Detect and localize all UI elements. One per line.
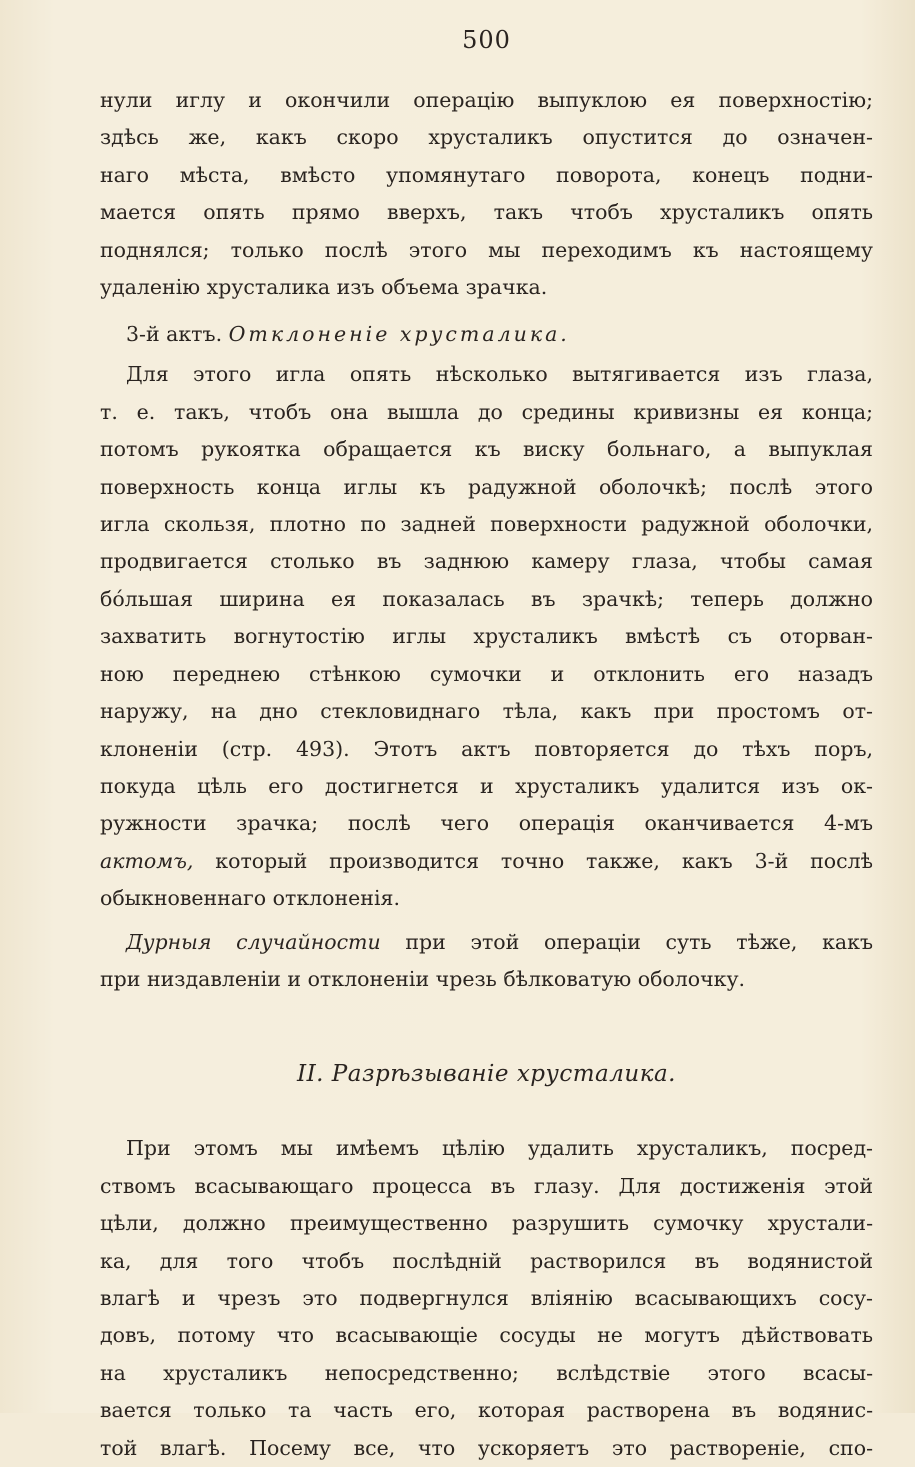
text-line: захватить вогнутостію иглы хрусталикъ вмѣстѣ съ оторван-: [100, 624, 873, 649]
page-number: 500: [462, 26, 511, 54]
text-line: покуда цѣль его достигнется и хрусталикъ удалится изъ ок-: [100, 773, 873, 798]
text-line: наго мѣста, вмѣсто упомянутаго поворота, конецъ подни-: [100, 162, 873, 187]
text-line: ствомъ всасывающаго процесса въ глазу. Для достиженія этой: [100, 1173, 873, 1198]
text-line: [100, 924, 873, 961]
text-line: ка, для того чтобъ послѣдній растворился въ водянистой: [100, 1248, 873, 1273]
text-line: поднялся; только послѣ этого мы переходимъ къ настоящему: [100, 237, 873, 262]
text-line: вается только та часть его, которая растворена въ водянис-: [100, 1398, 873, 1423]
section-heading: II. Разрѣзываніе хрусталика.: [296, 1061, 676, 1088]
paragraph-act-3: [100, 356, 873, 917]
text-line: [100, 843, 873, 880]
paragraph-section-2: [100, 1130, 873, 1467]
act-3-heading: [100, 314, 873, 354]
italic-term: актомъ,: [100, 848, 194, 873]
act-3-title: Отклоненіе хрусталика.: [228, 322, 570, 347]
text-line: мается опять прямо вверхъ, такъ чтобъ хрусталикъ опять: [100, 200, 873, 225]
text-line: продвигается столько въ заднюю камеру глаза, чтобы самая: [100, 549, 873, 574]
text-line: обыкновеннаго отклоненія.: [100, 886, 400, 911]
text-line: ружности зрачка; послѣ чего операція оканчивается 4-мъ: [100, 811, 873, 836]
text-line: поверхность конца иглы къ радужной оболочкѣ; послѣ этого: [100, 474, 873, 499]
text-line: потомъ рукоятка обращается къ виску больнаго, а выпуклая: [100, 437, 873, 462]
text-line: игла скользя, плотно по задней поверхности радужной оболочки,: [100, 512, 873, 537]
text-line: нули иглу и окончили операцію выпуклою ея поверхностію;: [100, 88, 873, 112]
text-line: ною переднею стѣнкою сумочки и отклонить его назадъ: [100, 661, 873, 686]
text-line: удаленію хрусталика изъ объема зрачка.: [100, 275, 548, 300]
act-3-label: 3-й актъ.: [126, 322, 223, 347]
text-line: При этомъ мы имѣемъ цѣлію удалить хрусталикъ, посред-: [126, 1136, 873, 1161]
text-line: бóльшая ширина ея показалась въ зрачкѣ; теперь должно: [100, 586, 873, 611]
text-line: довъ, потому что всасывающіе сосуды не могутъ дѣйствовать: [100, 1323, 873, 1348]
text-fragment: который производится точно также, какъ 3-й послѣ: [193, 848, 873, 873]
text-line: клоненіи (стр. 493). Этотъ актъ повторяется до тѣхъ поръ,: [100, 736, 873, 761]
text-line: той влагѣ. Посему все, что ускоряетъ это раствореніе, спо-: [100, 1435, 873, 1460]
paragraph-continuation: [100, 82, 873, 306]
paragraph-complications: [100, 924, 873, 999]
text-line: на хрусталикъ непосредственно; вслѣдствіе этого всасы-: [100, 1360, 873, 1385]
text-line: Для этого игла опять нѣсколько вытягивается изъ глаза,: [126, 362, 873, 387]
text-fragment: при этой операціи суть тѣже, какъ: [380, 929, 874, 954]
text-line: здѣсь же, какъ скоро хрусталикъ опустится до означен-: [100, 125, 873, 150]
text-line: наружу, на дно стекловиднаго тѣла, какъ при простомъ от-: [100, 699, 873, 724]
italic-term: Дурныя случайности: [126, 929, 381, 954]
text-line: при низдавленіи и отклоненіи чрезь бѣлковатую оболочку.: [100, 966, 746, 991]
text-line: т. е. такъ, чтобъ она вышла до средины кривизны ея конца;: [100, 399, 873, 424]
text-line: цѣли, должно преимущественно разрушить сумочку хрустали-: [100, 1211, 873, 1236]
text-line: влагѣ и чрезъ это подвергнулся вліянію всасывающихъ сосу-: [100, 1285, 873, 1310]
